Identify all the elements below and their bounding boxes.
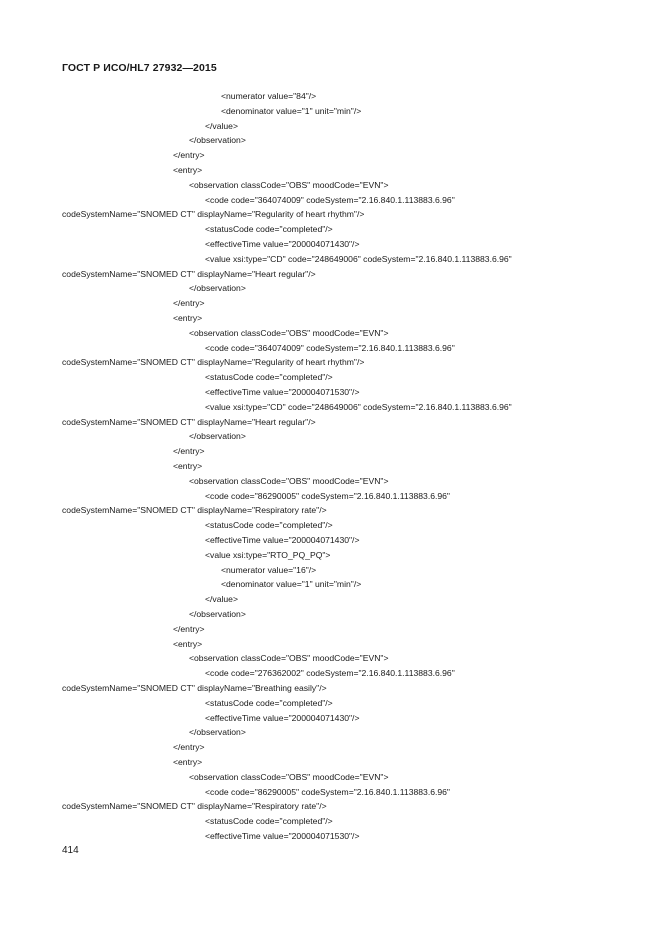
code-line: <effectiveTime value="200004071430"/> [205, 239, 360, 249]
code-line: <denominator value="1" unit="min"/> [221, 579, 362, 590]
code-line: codeSystemName="SNOMED CT" displayName="Breathing easily"/> [62, 683, 327, 693]
code-line: <entry> [173, 757, 203, 767]
code-line: <observation classCode="OBS" moodCode="EVN"> [189, 653, 389, 664]
code-line: <entry> [173, 165, 203, 175]
code-line: </entry> [173, 446, 205, 457]
code-line: </entry> [173, 623, 205, 634]
code-line: <value xsi:type="CD" code="248649006" codeSystem="2.16.840.1.113883.6.96" [205, 253, 512, 264]
code-line: <effectiveTime value="200004071530"/> [205, 387, 360, 397]
code-line: </observation> [189, 431, 246, 442]
code-line: <numerator value="16"/> [221, 564, 317, 575]
code-line: </observation> [189, 727, 246, 738]
code-line: <code code="276362002" codeSystem="2.16.840.1.113883.6.96" [205, 668, 455, 679]
code-line: <numerator value="84"/> [221, 91, 317, 101]
code-line: </observation> [189, 135, 246, 146]
code-line: <entry> [173, 638, 203, 649]
code-line: <code code="364074009" codeSystem="2.16.840.1.113883.6.96" [205, 194, 455, 205]
code-line: <value xsi:type="CD" code="248649006" codeSystem="2.16.840.1.113883.6.96" [205, 401, 512, 412]
code-line: <observation classCode="OBS" moodCode="EVN"> [189, 475, 389, 486]
code-line: <observation classCode="OBS" moodCode="EVN"> [189, 771, 389, 782]
code-line: </observation> [189, 609, 246, 619]
code-line: <statusCode code="completed"/> [205, 224, 333, 235]
code-line: <statusCode code="completed"/> [205, 816, 333, 827]
code-line: <denominator value="1" unit="min"/> [221, 105, 362, 116]
code-line: <entry> [173, 313, 203, 323]
code-line: </value> [205, 594, 238, 605]
code-line: <effectiveTime value="200004071530"/> [205, 831, 360, 841]
code-line: <statusCode code="completed"/> [205, 697, 333, 708]
code-line: </entry> [173, 742, 205, 753]
code-line: </observation> [189, 283, 246, 294]
code-line: <code code="364074009" codeSystem="2.16.840.1.113883.6.96" [205, 342, 455, 353]
code-line: </entry> [173, 298, 205, 309]
code-line: <effectiveTime value="200004071430"/> [205, 712, 360, 723]
code-line: codeSystemName="SNOMED CT" displayName="Regularity of heart rhythm"/> [62, 357, 365, 368]
page-number: 414 [62, 845, 79, 856]
code-line: </entry> [173, 150, 205, 161]
code-line: codeSystemName="SNOMED CT" displayName="Regularity of heart rhythm"/> [62, 209, 365, 220]
code-line: <effectiveTime value="200004071430"/> [205, 535, 360, 545]
code-line: <code code="86290005" codeSystem="2.16.840.1.113883.6.96" [205, 786, 450, 797]
code-line: <statusCode code="completed"/> [205, 372, 333, 383]
code-line: codeSystemName="SNOMED CT" displayName="Heart regular"/> [62, 268, 316, 279]
code-line: <code code="86290005" codeSystem="2.16.840.1.113883.6.96" [205, 490, 450, 501]
code-line: <statusCode code="completed"/> [205, 520, 333, 531]
code-line: codeSystemName="SNOMED CT" displayName="Respiratory rate"/> [62, 505, 327, 516]
code-line: </value> [205, 120, 238, 131]
code-line: <observation classCode="OBS" moodCode="EVN"> [189, 327, 389, 338]
code-line: <observation classCode="OBS" moodCode="EVN"> [189, 179, 389, 190]
code-line: <entry> [173, 461, 203, 471]
document-header: ГОСТ Р ИСО/HL7 27932—2015 [62, 62, 217, 74]
code-line: codeSystemName="SNOMED CT" displayName="Respiratory rate"/> [62, 801, 327, 812]
code-line: codeSystemName="SNOMED CT" displayName="Heart regular"/> [62, 416, 316, 427]
code-line: <value xsi:type="RTO_PQ_PQ"> [205, 549, 331, 560]
